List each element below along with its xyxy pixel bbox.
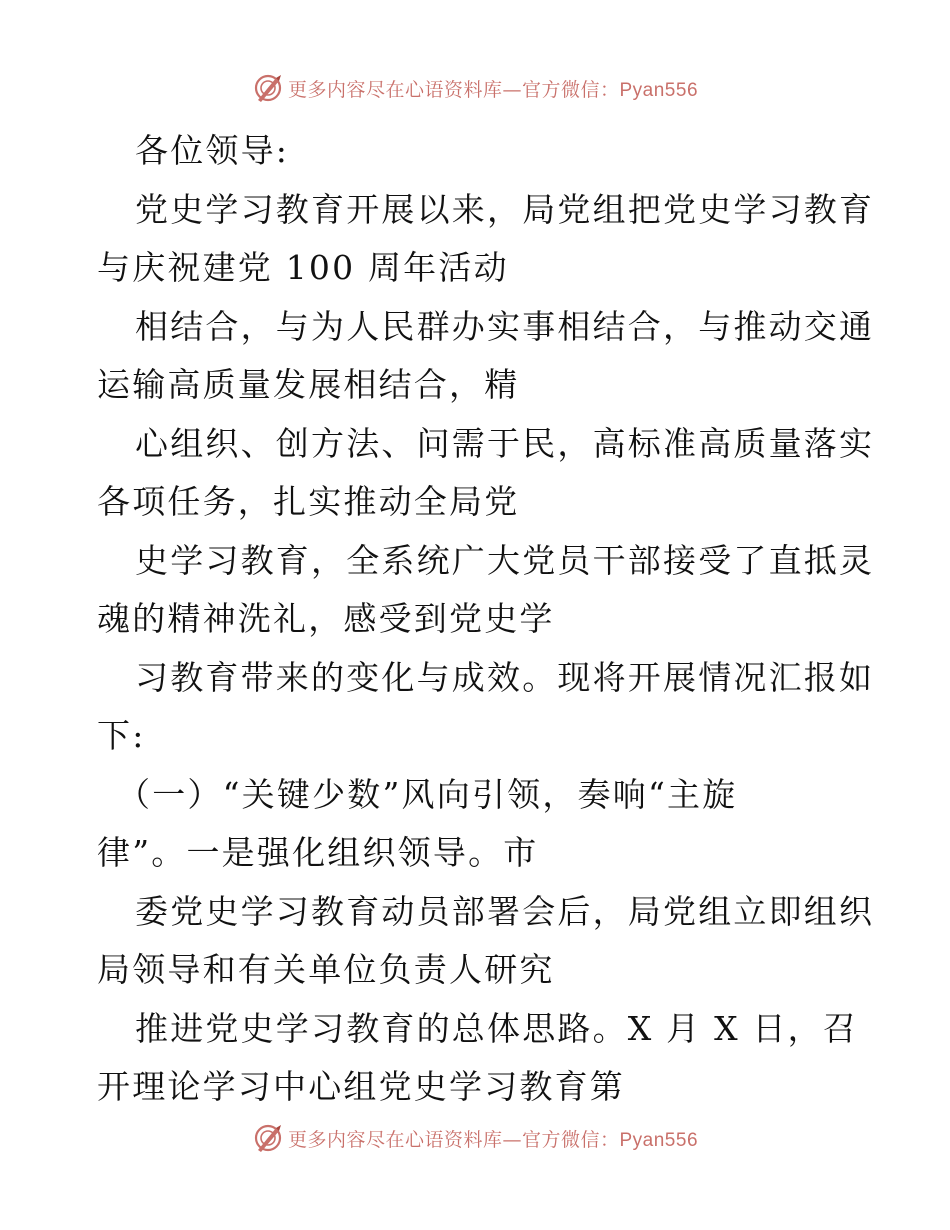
text-line: 习教育带来的变化与成效。现将开展情况汇报如 — [135, 657, 875, 697]
quill-logo-icon — [252, 72, 284, 104]
watermark-text: 更多内容尽在心语资料库—官方微信：Pyan556 — [287, 1128, 699, 1151]
text-line: 运输高质量发展相结合，精 — [97, 365, 520, 404]
text-line: 魂的精神洗礼，感受到党史学 — [97, 599, 555, 638]
text-line: 各项任务，扎实推动全局党 — [97, 482, 520, 521]
watermark-text: 更多内容尽在心语资料库—官方微信：Pyan556 — [287, 78, 699, 101]
text-line: 律”。一是强化组织领导。市 — [97, 833, 539, 872]
text-line: 史学习教育，全系统广大党员干部接受了直抵灵 — [135, 540, 875, 580]
text-line: 推进党史学习教育的总体思路。X 月 X 日，召 — [135, 1008, 859, 1048]
wechat-id: Pyan556 — [619, 1129, 699, 1151]
text-line: 与庆祝建党 100 周年活动 — [97, 248, 509, 287]
text-line: 各位领导: — [135, 131, 290, 170]
section-heading-line: （一）“关键少数”风向引领，奏响“主旋 — [117, 774, 738, 814]
text-line: 开理论学习中心组党史学习教育第 — [97, 1067, 625, 1106]
text-line: 相结合，与为人民群办实事相结合，与推动交通 — [135, 306, 875, 346]
header-watermark — [0, 68, 950, 108]
text-line: 委党史学习教育动员部署会后，局党组立即组织 — [135, 891, 875, 931]
document-body — [97, 122, 875, 1117]
footer-watermark — [0, 1118, 950, 1158]
wechat-id: Pyan556 — [619, 79, 699, 101]
text-line: 局领导和有关单位负责人研究 — [97, 950, 555, 989]
text-line: 党史学习教育开展以来，局党组把党史学习教育 — [135, 189, 875, 229]
text-line: 下: — [97, 716, 146, 755]
quill-logo-icon — [252, 1122, 284, 1154]
text-line: 心组织、创方法、问需于民，高标准高质量落实 — [135, 423, 875, 463]
